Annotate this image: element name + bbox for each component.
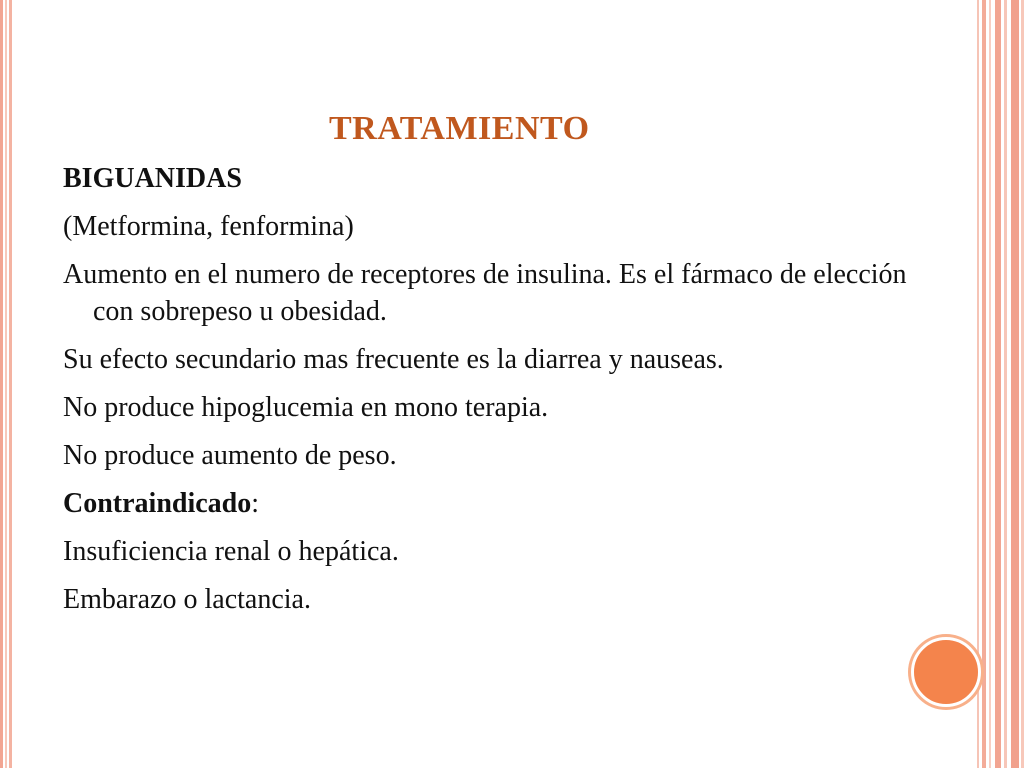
body-paragraph: Su efecto secundario mas frecuente es la diarrea y nauseas. xyxy=(63,344,724,375)
right-border-stripe xyxy=(989,0,991,768)
drug-class-heading: BIGUANIDAS xyxy=(63,163,242,194)
body-paragraph: No produce aumento de peso. xyxy=(63,440,397,471)
decorative-circle xyxy=(911,637,981,707)
drug-examples: (Metformina, fenformina) xyxy=(63,211,354,242)
body-paragraph: Aumento en el numero de receptores de insulina. Es el fármaco de elección con sobrepeso u obesidad. xyxy=(63,259,907,327)
left-border-stripe xyxy=(5,0,7,768)
right-border-stripe xyxy=(977,0,979,768)
contraindicated-line xyxy=(63,485,923,522)
slide-title: TRATAMIENTO xyxy=(329,110,590,147)
contraindicated-colon: : xyxy=(251,488,260,519)
right-border-stripe xyxy=(995,0,1001,768)
body-paragraph: No produce hipoglucemia en mono terapia. xyxy=(63,392,549,423)
right-border-stripe xyxy=(982,0,986,768)
contraindicated-label: Contraindicado xyxy=(63,488,252,519)
left-border-stripe xyxy=(0,0,3,768)
right-border-stripe xyxy=(1011,0,1019,768)
left-border-stripe xyxy=(9,0,12,768)
contraindication-item: Insuficiencia renal o hepática. xyxy=(63,536,399,567)
right-border-stripe xyxy=(1004,0,1007,768)
contraindication-item: Embarazo o lactancia. xyxy=(63,584,311,615)
slide-body xyxy=(63,160,923,629)
